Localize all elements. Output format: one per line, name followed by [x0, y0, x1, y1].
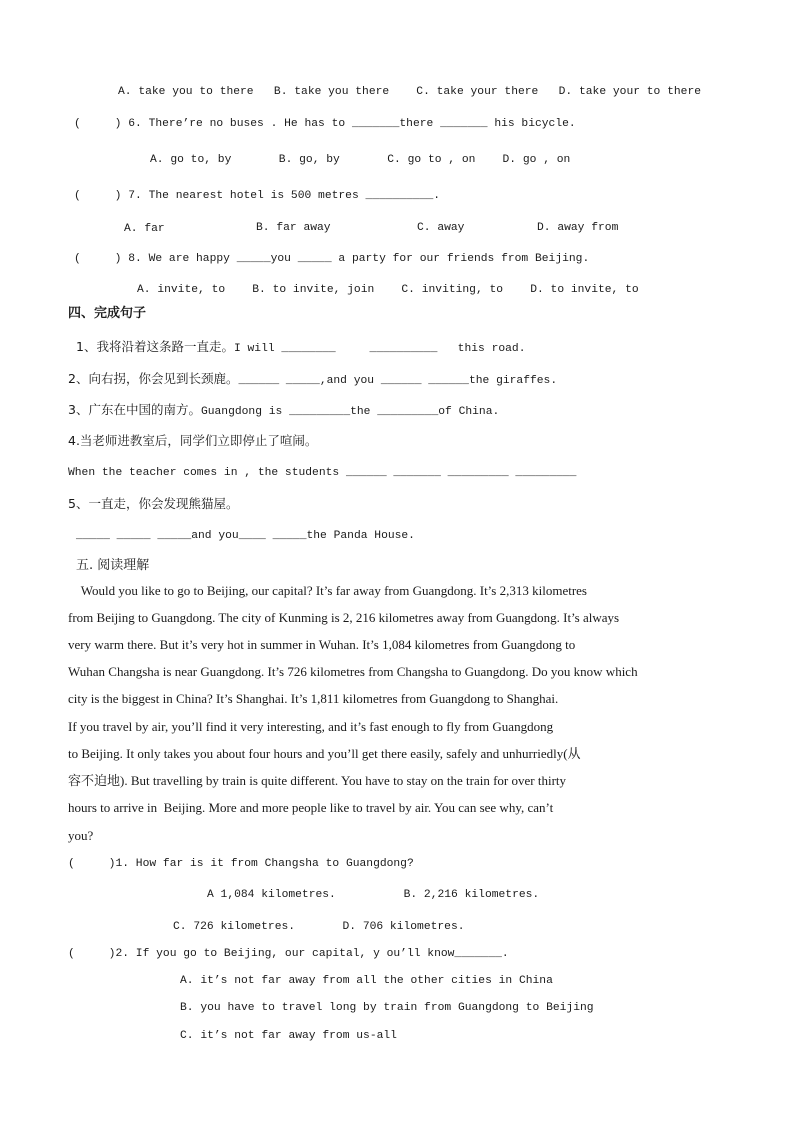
passage-line: If you travel by air, you’ll find it very interesting, and it’s fast enough to fly from Guangdong: [68, 719, 554, 734]
reading-q2-option-a: A. it’s not far away from all the other cities in China: [180, 975, 553, 987]
passage-line: Wuhan Changsha is near Guangdong. It’s 726 kilometres from Changsha to Guangdong. Do you know which: [68, 664, 638, 679]
sentence-5-english: _____ _____ _____and you____ _____the Panda House.: [76, 530, 415, 542]
sentence-1-english: I will ________ __________ this road.: [233, 343, 526, 355]
reading-question-2: ( )2. If you go to Beijing, our capital, y ou’ll know_______.: [68, 948, 509, 960]
q6-options: A. go to, by B. go, by C. go to , on D. go , on: [150, 154, 571, 166]
section-5-heading: 五. 阅读理解: [76, 558, 150, 573]
sentence-4-chinese: 4.当老师进教室后，同学们立即停止了喧闹。: [68, 433, 318, 448]
sentence-2-chinese: 2、向右拐，你会见到长颈鹿。: [68, 371, 239, 386]
sentence-1: [76, 339, 525, 357]
reading-question-1: ( )1. How far is it from Changsha to Guangdong?: [68, 858, 414, 870]
q7-option-b: B. far away: [256, 222, 331, 234]
q7-option-c: C. away: [417, 222, 465, 234]
passage-line: city is the biggest in China? It’s Shanghai. It’s 1,811 kilometres from Guangdong to Shanghai.: [68, 691, 559, 706]
passage-line: you?: [68, 828, 94, 843]
passage-line: to Beijing. It only takes you about four hours and you’ll get there easily, safely and unhurriedly(从: [68, 746, 581, 761]
passage-line: Would you like to go to Beijing, our capital? It’s far away from Guangdong. It’s 2,313 kilometres: [68, 583, 587, 598]
question-6: ( ) 6. There’re no buses . He has to _______there _______ his bicycle.: [74, 118, 576, 130]
question-7: ( ) 7. The nearest hotel is 500 metres __________.: [74, 190, 441, 202]
sentence-5-chinese: 5、一直走，你会发现熊猫屋。: [68, 496, 239, 511]
q8-options: A. invite, to B. to invite, join C. inviting, to D. to invite, to: [137, 284, 639, 296]
sentence-2-english: ______ _____,and you ______ ______the giraffes.: [238, 375, 558, 387]
q7-option-a: A. far: [124, 223, 165, 235]
sentence-3: [68, 402, 499, 420]
passage-line: hours to arrive in Beijing. More and more people like to travel by air. You can see why, can’t: [68, 800, 554, 815]
q5-options: A. take you to there B. take you there C. take your there D. take your to there: [118, 86, 702, 98]
passage-line: very warm there. But it’s very hot in summer in Wuhan. It’s 1,084 kilometres from Guangdong to: [68, 637, 576, 652]
sentence-3-english: Guangdong is _________the _________of China.: [200, 406, 500, 418]
sentence-1-chinese: 1、我将沿着这条路一直走。: [76, 339, 234, 354]
sentence-4-english: When the teacher comes in , the students ______ _______ _________ _________: [68, 467, 577, 479]
reading-q2-option-b: B. you have to travel long by train from Guangdong to Beijing: [180, 1002, 594, 1014]
reading-q2-option-c: C. it’s not far away from us-all: [180, 1030, 397, 1042]
section-4-heading: 四、完成句子: [68, 306, 147, 321]
question-8: ( ) 8. We are happy _____you _____ a party for our friends from Beijing.: [74, 253, 590, 265]
sentence-3-chinese: 3、广东在中国的南方。: [68, 402, 201, 417]
reading-q1-options-ab: A 1,084 kilometres. B. 2,216 kilometres.: [207, 889, 540, 901]
passage-line: from Beijing to Guangdong. The city of Kunming is 2, 216 kilometres away from Guangdong. It’s always: [68, 610, 620, 625]
passage-line: 容不迫地). But travelling by train is quite different. You have to stay on the train for over thirty: [68, 773, 567, 788]
q7-option-d: D. away from: [537, 222, 619, 234]
sentence-2: [68, 371, 557, 389]
reading-q1-options-cd: C. 726 kilometres. D. 706 kilometres.: [173, 921, 465, 933]
